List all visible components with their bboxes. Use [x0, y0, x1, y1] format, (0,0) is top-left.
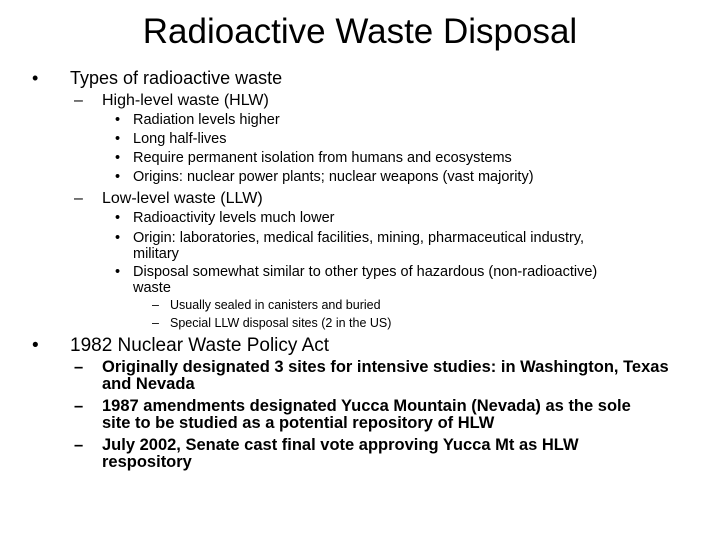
hlw-bullet-4: Origins: nuclear power plants; nuclear weapons (vast majority)	[133, 169, 534, 185]
bullet-glyph: •	[115, 230, 121, 246]
dash-glyph: –	[74, 397, 84, 415]
llw-sub-bullet-2: Special LLW disposal sites (2 in the US)	[170, 316, 392, 330]
policy-item-3-cont: respository	[102, 453, 192, 471]
hlw-bullet-1: Radiation levels higher	[133, 112, 280, 128]
dash-glyph: –	[74, 436, 84, 454]
llw-bullet-2-cont: military	[133, 246, 179, 262]
bullet-glyph: •	[115, 210, 121, 226]
bullet-glyph: •	[115, 112, 121, 128]
policy-item-2: 1987 amendments designated Yucca Mountain (Nevada) as the sole	[102, 397, 631, 415]
bullet-glyph: •	[32, 335, 39, 356]
dash-glyph: –	[152, 316, 159, 330]
bullet-glyph: •	[115, 150, 121, 166]
slide-title: Radioactive Waste Disposal	[142, 12, 578, 51]
hlw-bullet-2: Long half-lives	[133, 131, 227, 147]
llw-bullet-1: Radioactivity levels much lower	[133, 210, 335, 226]
llw-bullet-3-cont: waste	[133, 280, 171, 296]
policy-item-3: July 2002, Senate cast final vote approving Yucca Mt as HLW	[102, 436, 579, 454]
llw-bullet-3: Disposal somewhat similar to other types of hazardous (non-radioactive)	[133, 264, 598, 280]
subsection-heading-hlw: High-level waste (HLW)	[102, 92, 269, 109]
dash-glyph: –	[152, 298, 159, 312]
dash-glyph: –	[74, 190, 83, 207]
subsection-heading-llw: Low-level waste (LLW)	[102, 190, 263, 207]
bullet-glyph: •	[115, 169, 121, 185]
dash-glyph: –	[74, 358, 84, 376]
bullet-glyph: •	[32, 68, 39, 88]
policy-item-2-cont: site to be studied as a potential repository of HLW	[102, 414, 495, 432]
section-heading-types: Types of radioactive waste	[70, 68, 283, 88]
hlw-bullet-3: Require permanent isolation from humans and ecosystems	[133, 150, 512, 166]
bullet-glyph: •	[115, 264, 121, 280]
bullet-glyph: •	[115, 131, 121, 147]
llw-bullet-2: Origin: laboratories, medical facilities, mining, pharmaceutical industry,	[133, 230, 585, 246]
dash-glyph: –	[74, 92, 83, 109]
llw-sub-bullet-1: Usually sealed in canisters and buried	[170, 298, 381, 312]
policy-item-1: Originally designated 3 sites for intensive studies: in Washington, Texas	[102, 358, 669, 376]
section-heading-policy-act: 1982 Nuclear Waste Policy Act	[70, 335, 330, 356]
policy-item-1-cont: and Nevada	[102, 375, 195, 393]
